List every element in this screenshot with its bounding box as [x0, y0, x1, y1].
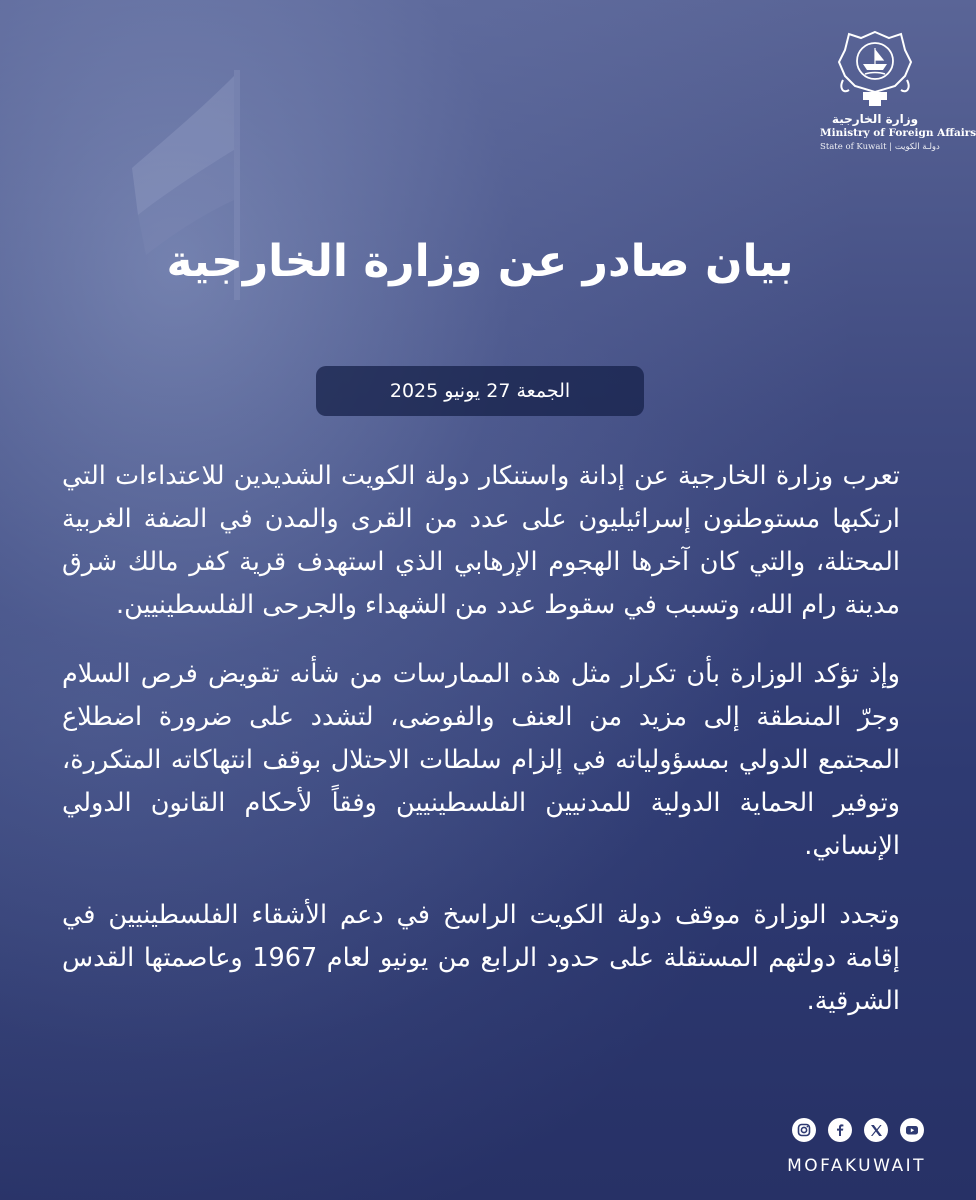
- logo-country-line: [820, 142, 940, 152]
- x-icon[interactable]: [864, 1118, 888, 1142]
- date-badge: [316, 366, 644, 416]
- logo-country-en: State of Kuwait: [820, 142, 887, 152]
- paragraph-1: تعرب وزارة الخارجية عن إدانة واستنكار دولة الكويت الشديدين للاعتداءات التي ارتكبها مستوطنون إسرائيليون على عدد من القرى والمدن في الضفة الغربية المحتلة، والتي كان آخرها الهجوم الإرهابي الذي استهدف قرية كفر مالك شرق مدينة رام الله، وتسبب في سقوط عدد من الشهداء والجرحى الفلسطينيين.: [62, 461, 900, 620]
- logo-arabic-name: وزارة الخارجية: [831, 112, 919, 126]
- youtube-icon[interactable]: [900, 1118, 924, 1142]
- account-handle: MOFAKUWAIT: [787, 1156, 926, 1176]
- logo-separator: |: [889, 142, 893, 152]
- logo-english-name: Ministry of Foreign Affairs: [820, 127, 976, 139]
- paragraph-3: وتجدد الوزارة موقف دولة الكويت الراسخ في دعم الأشقاء الفلسطينيين في إقامة دولتهم المستقلة على حدود الرابع من يونيو لعام 1967 وعاصمتها القدس الشرقية.: [62, 900, 900, 1016]
- facebook-icon[interactable]: [828, 1118, 852, 1142]
- paragraph-2: وإذ تؤكد الوزارة بأن تكرار مثل هذه الممارسات من شأنه تقويض فرص السلام وجرّ المنطقة إلى مزيد من العنف والفوضى، لتشدد على ضرورة اضطلاع المجتمع الدولي بمسؤولياته في إلزام سلطات الاحتلال بوقف انتهاكاته المتكررة، وتوفير الحماية الدولية للمدنيين الفلسطينيين وفقاً لأحكام القانون الدولي الإنساني.: [62, 659, 900, 861]
- statement-date: الجمعة 27 يونيو 2025: [389, 380, 571, 402]
- instagram-icon[interactable]: [792, 1118, 816, 1142]
- ministry-logo: [820, 28, 976, 152]
- statement-title: بيان صادر عن وزارة الخارجية: [166, 236, 794, 287]
- logo-country-ar: دولـة الكويت: [894, 142, 940, 152]
- statement-body: [62, 455, 900, 1049]
- kuwait-emblem-icon: [835, 28, 915, 110]
- social-links: [792, 1118, 924, 1142]
